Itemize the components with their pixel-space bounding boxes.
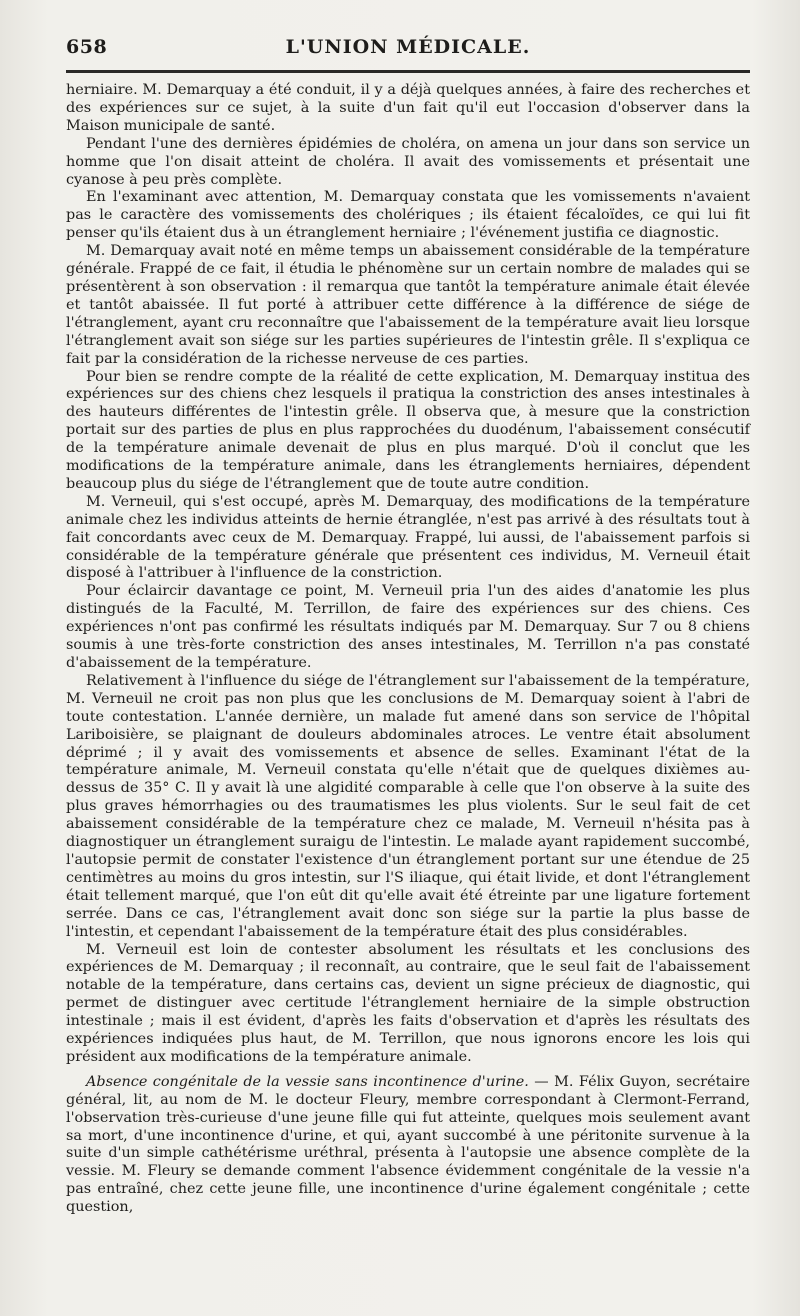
paragraph: M. Demarquay avait noté en même temps un abaissement considérable de la température générale. Frappé de ce fait, il étudia le phénomène sur un certain nombre de malades qui se présentèrent à son observation : il remarqua que tantôt la température animale était élevée et tantôt abaissée. Il fut porté à attribuer cette différence à la différence de siége de l'étranglement, ayant cru reconnaître que l'abaissement de la température avait lieu lorsque l'étranglement avait son siége sur les parties supérieures de l'intestin grêle. Il s'expliqua ce fait par la considération de la richesse nerveuse de ces parties. <box>66 243 750 367</box>
section-text: — M. Félix Guyon, secrétaire général, lit, au nom de M. le docteur Fleury, membre correspondant à Clermont-Ferrand, l'observation très-curieuse d'une jeune fille qui fut atteinte, quelques mois seulement avant sa mort, d'une incontinence d'urine, et qui, ayant succombé à une péritonite survenue à la suite d'un simple cathétérisme uréthral, présenta à l'autopsie une absence complète de la vessie. M. Fleury se demande comment l'absence évidemment congénitale de la vessie n'a pas entraîné, chez cette jeune fille, une incontinence d'urine également congénitale ; cette question, <box>66 1073 750 1216</box>
paragraph: herniaire. M. Demarquay a été conduit, il y a déjà quelques années, à faire des recherches et des expériences sur ce sujet, à la suite d'un fait qu'il eut l'occasion d'observer dans la Maison municipale de santé. <box>66 82 750 134</box>
section-paragraph <box>66 1074 750 1217</box>
paragraph: M. Verneuil, qui s'est occupé, après M. Demarquay, des modifications de la température animale chez les individus atteints de hernie étranglée, n'est pas arrivé à des résultats tout à fait concordants avec ceux de M. Demarquay. Frappé, lui aussi, de l'abaissement parfois si considérable de la température générale que présentent ces individus, M. Verneuil était disposé à l'attribuer à l'influence de la constriction. <box>66 493 750 582</box>
paragraph: Pour éclaircir davantage ce point, M. Verneuil pria l'un des aides d'anatomie les plus distingués de la Faculté, M. Terrillon, de faire des expériences sur des chiens. Ces expériences n'ont pas confirmé les résultats indiqués par M. Demarquay. Sur 7 ou 8 chiens soumis à une très-forte constriction des anses intestinales, M. Terrillon n'a pas constaté d'abaissement de la température. <box>66 583 750 671</box>
article-body <box>66 82 750 1217</box>
header-rule <box>66 70 750 73</box>
running-title: L'UNION MÉDICALE. <box>285 36 531 58</box>
paragraph: Pour bien se rendre compte de la réalité de cette explication, M. Demarquay institua des expériences sur des chiens chez lesquels il pratiqua la constriction des anses intestinales à des hauteurs différentes de l'intestin grêle. Il observa que, à mesure que la constriction portait sur des parties de plus en plus rapprochées du duodénum, l'abaissement consécutif de la température animale devenait de plus en plus marqué. D'où il conclut que les modifications de la température animale, dans les étranglements herniaires, dépendent beaucoup plus du siége de l'étranglement que de toute autre condition. <box>66 368 750 492</box>
paragraph: M. Verneuil est loin de contester absolument les résultats et les conclusions des expériences de M. Demarquay ; il reconnaît, au contraire, que le seul fait de l'abaissement notable de la température, dans certains cas, devient un signe précieux de diagnostic, qui permet de distinguer avec certitude l'étranglement herniaire de la simple obstruction intestinale ; mais il est évident, d'après les faits d'observation et d'après les résultats des expériences indiquées plus haut, de M. Terrillon, que nous ignorons encore les lois qui président aux modifications de la température animale. <box>66 941 750 1065</box>
page-number: 658 <box>66 36 108 58</box>
section-title: Absence congénitale de la vessie sans incontinence d'urine. <box>86 1073 529 1090</box>
paragraph: Pendant l'une des dernières épidémies de choléra, on amena un jour dans son service un homme que l'on disait atteint de choléra. Il avait des vomissements et présentait une cyanose à peu près complète. <box>66 135 750 188</box>
paragraph: Relativement à l'influence du siége de l'étranglement sur l'abaissement de la température, M. Verneuil ne croit pas non plus que les conclusions de M. Demarquay soient à l'abri de toute contestation. L'année dernière, un malade fut amené dans son service de l'hôpital Lariboisière, se plaignant de douleurs abdominales atroces. Le ventre était absolument déprimé ; il y avait des vomissements et absence de selles. Examinant l'état de la température animale, M. Verneuil constata qu'elle n'était que de quelques dixièmes au-dessus de 35° C. Il y avait là une algidité comparable à celle que l'on observe à la suite des plus graves hémorrhagies ou des traumatismes les plus violents. Sur le seul fait de cet abaissement considérable de la température chez ce malade, M. Verneuil n'hésita pas à diagnostiquer un étranglement suraigu de l'intestin. Le malade ayant rapidement succombé, l'autopsie permit de constater l'existence d'un étranglement portant sur une étendue de 25 centimètres au moins du gros intestin, sur l'S iliaque, qui était livide, et dont l'étranglement était tellement marqué, que l'on eût dit qu'elle avait été étreinte par une ligature fortement serrée. Dans ce cas, l'étranglement avait donc son siége sur la partie la plus basse de l'intestin, et cependant l'abaissement de la température était des plus considérables. <box>66 672 750 940</box>
page-header <box>66 30 750 64</box>
paragraph: En l'examinant avec attention, M. Demarquay constata que les vomissements n'avaient pas le caractère des vomissements des cholériques ; ils étaient fécaloïdes, ce qui lui fit penser qu'ils étaient dus à un étranglement herniaire ; l'événement justifia ce diagnostic. <box>66 189 750 242</box>
